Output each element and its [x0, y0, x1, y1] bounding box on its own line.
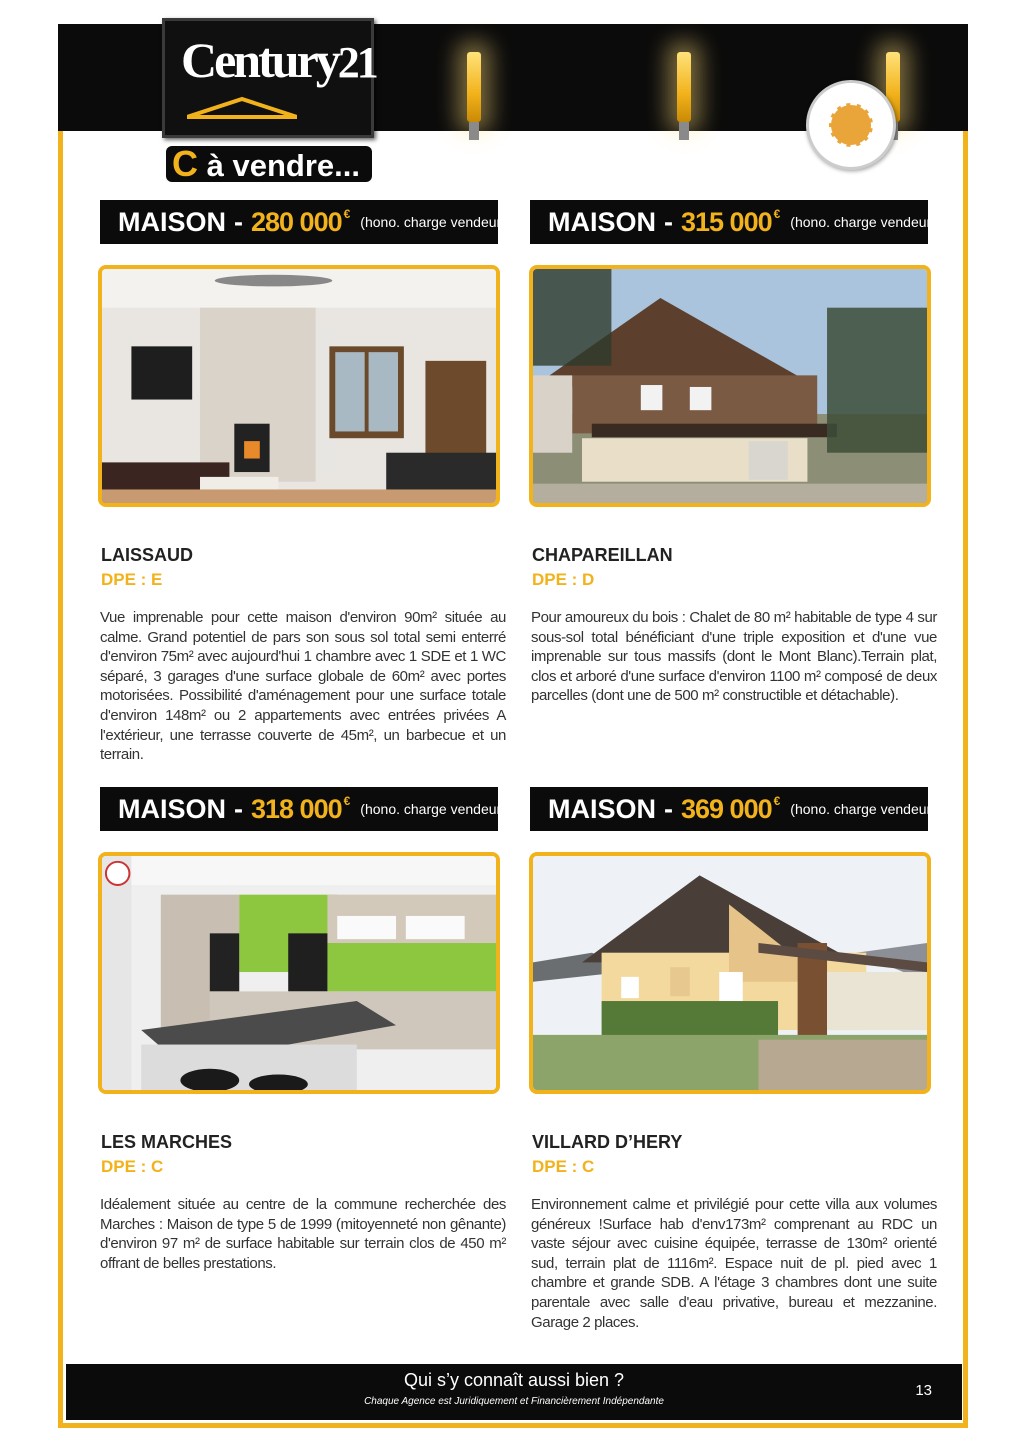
town-name: VILLARD D’HERY [532, 1132, 683, 1152]
exclusivity-seal [806, 80, 896, 170]
fees-note: (hono. charge vendeur) [790, 801, 936, 817]
currency: € [773, 794, 781, 808]
fees-note: (hono. charge vendeur) [360, 801, 506, 817]
price-banner [530, 787, 936, 831]
town-name: CHAPAREILLAN [532, 545, 673, 565]
town-name: LES MARCHES [101, 1132, 233, 1152]
lamp-decoration [677, 52, 691, 122]
price-banner [100, 787, 506, 831]
price-banner [530, 200, 936, 244]
for-sale-heading [166, 143, 372, 184]
page-number: 13 [915, 1382, 932, 1399]
price: 369 000 [681, 793, 772, 824]
property-description: Pour amoureux du bois : Chalet de 80 m² habitable de type 4 sur sous-sol total bénéficiant d'une triple exposition et d'une vue imprenable sur tous massifs (dont le Mont Blanc).Terrain plat, clos et arboré d'une surface d'environ 1100 m² composé de deux parcelles (dont une de 500 m² constructible et détachable). [531, 609, 937, 705]
separator: - [234, 206, 243, 237]
currency: € [343, 207, 351, 221]
property-type: MAISON [548, 206, 656, 237]
property-type: MAISON [118, 793, 226, 824]
property-description: Idéalement située au centre de la commune recherchée des Marches : Maison de type 5 de 1999 (mitoyenneté non gênante) d'environ 97 m² de surface habitable sur terrain clos de 450 m² offrant de belles prestations. [100, 1196, 506, 1272]
price: 315 000 [681, 206, 772, 237]
tagline-letter: C [172, 143, 198, 184]
property-type: MAISON [548, 793, 656, 824]
century21-logo [162, 18, 374, 138]
energy-rating: DPE : C [532, 1157, 595, 1176]
price: 318 000 [251, 793, 342, 824]
currency: € [343, 794, 351, 808]
town-name: LAISSAUD [101, 545, 194, 565]
property-photo-chalet [529, 265, 931, 507]
property-photo-living-room [98, 265, 500, 507]
property-type: MAISON [118, 206, 226, 237]
tagline-text: à vendre... [198, 148, 360, 183]
price: 280 000 [251, 206, 342, 237]
fees-note: (hono. charge vendeur) [360, 214, 506, 230]
separator: - [664, 206, 673, 237]
currency: € [773, 207, 781, 221]
page-footer [66, 1364, 962, 1420]
energy-rating: DPE : E [101, 570, 163, 589]
logo-wordmark: Century21 [181, 32, 376, 88]
energy-rating: DPE : D [532, 570, 595, 589]
separator: - [664, 793, 673, 824]
footer-disclaimer: Chaque Agence est Juridiquement et Financièrement Indépendante [364, 1396, 664, 1407]
fees-note: (hono. charge vendeur) [790, 214, 936, 230]
property-photo-villa [529, 852, 931, 1094]
logo-roof-icon [187, 95, 297, 119]
property-description: Environnement calme et privilégié pour cette villa aux volumes généreux !Surface hab d'env173m² comprenant au RDC un vaste séjour avec cuisine équipée, terrasse de 130m² orienté sud, terrain plat de 1116m². Espace nuit de pl. pied avec 1 chambre et grande SDB. A l'étage 3 chambres dont une suite parentale avec salle d'eau privative, bureau et mezzanine. Garage 2 places. [531, 1196, 937, 1331]
lamp-decoration [467, 52, 481, 122]
seal-center-icon [829, 103, 873, 147]
price-banner [100, 200, 506, 244]
property-photo-kitchen [98, 852, 500, 1094]
footer-slogan: Qui s’y connaît aussi bien ? [403, 1370, 625, 1390]
property-description: Vue imprenable pour cette maison d'environ 90m² située au calme. Grand potentiel de pars son sous sol total semi enterré d'environ 75m² avec aujourd'hui 1 chambre avec 1 SDE et 1 WC séparé, 3 garages d'une surface globale de 60m² avec portes motorisées. Possibilité d'aménagement pour une surface totale d'environ 148m² ou 2 appartements avec entrées privées A l'extérieur, une terrasse couverte de 45m², un barbecue et un terrain. [100, 609, 506, 764]
energy-rating: DPE : C [101, 1157, 164, 1176]
separator: - [234, 793, 243, 824]
